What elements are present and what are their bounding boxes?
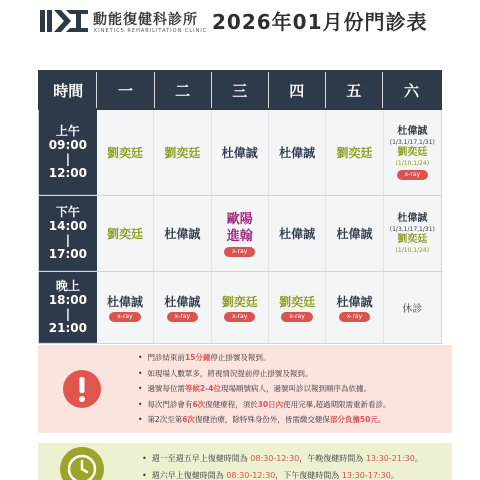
end-time: 17:00 <box>48 247 87 261</box>
schedule-cell <box>384 272 441 343</box>
header-tue: 二 <box>155 72 212 108</box>
schedule-cell <box>154 110 211 195</box>
xray-badge: x-ray <box>397 170 428 180</box>
schedule-cell <box>212 196 269 271</box>
brand-name: 動能復健科診所 <box>93 12 198 28</box>
doctor-name-alt: 劉奕廷 <box>397 233 428 245</box>
doctor-name: 杜偉誠 <box>279 145 316 160</box>
hours-item: • 週一至週五早上復健時間為 08:30-12:30，午晚復健時間為 13:30-21:30。 <box>142 450 423 467</box>
date-note: (1/3,1/17,1/31) <box>389 225 435 233</box>
schedule-cell <box>212 110 269 195</box>
start-time: 14:00 <box>48 219 87 233</box>
table-row-evening <box>38 272 442 344</box>
time-separator: | <box>65 307 71 321</box>
doctor-name: 杜偉誠 <box>397 212 428 224</box>
start-time: 09:00 <box>48 138 87 152</box>
notice-box <box>38 345 452 433</box>
doctor-name: 杜偉誠 <box>397 125 428 137</box>
schedule-cell <box>269 110 326 195</box>
header-wed: 三 <box>212 72 269 108</box>
xray-badge: x-ray <box>109 312 140 322</box>
notice-item: • 第2次至第6次復健治療，除特殊身份外，皆需繳交健保部分負擔50元。 <box>138 412 390 428</box>
header <box>0 0 480 44</box>
time-cell-morning <box>39 110 97 195</box>
closed-label: 休診 <box>402 304 423 315</box>
header-mon: 一 <box>97 72 154 108</box>
time-cell-evening <box>39 272 97 343</box>
schedule-cell <box>384 110 441 195</box>
end-time: 21:00 <box>48 321 87 335</box>
xray-badge: x-ray <box>167 312 198 322</box>
header-fri: 五 <box>326 72 383 108</box>
schedule-cell <box>212 272 269 343</box>
doctor-name: 杜偉誠 <box>336 294 373 309</box>
doctor-name: 劉奕廷 <box>221 294 258 309</box>
header-time: 時間 <box>40 72 97 108</box>
doctor-name: 劉奕廷 <box>279 294 316 309</box>
schedule-cell <box>384 196 441 271</box>
notice-item: • 過號每位需等候2-4位現場順號病人，過號叫診以報到順序為依據。 <box>138 381 390 397</box>
xray-badge: x-ray <box>224 312 255 322</box>
time-separator: | <box>65 152 71 166</box>
date-note: (1/3,1/17,1/31) <box>389 138 435 146</box>
doctor-name: 歐陽 <box>226 211 253 227</box>
header-sat: 六 <box>403 81 419 100</box>
doctor-name-alt: 劉奕廷 <box>397 146 428 158</box>
period-label: 下午 <box>55 205 80 219</box>
schedule-cell <box>269 196 326 271</box>
schedule-cell <box>326 272 383 343</box>
xray-badge: x-ray <box>281 312 312 322</box>
schedule-cell <box>97 196 154 271</box>
notice-item: • 如現場人數眾多，將視情況提前停止掛號及報到。 <box>138 366 390 382</box>
schedule-cell <box>97 272 154 343</box>
notice-item: • 門診結束前15分鐘停止掛號及報到。 <box>138 350 390 366</box>
notice-list <box>138 350 390 428</box>
clock-icon <box>60 447 104 480</box>
schedule-cell <box>154 196 211 271</box>
doctor-name-line2: 進翰 <box>226 228 253 244</box>
period-label: 晚上 <box>55 279 80 293</box>
xray-badge: x-ray <box>224 247 255 257</box>
date-note-alt: (1/10,1/24) <box>395 246 430 254</box>
schedule-cell <box>269 272 326 343</box>
table-row-morning <box>38 110 442 196</box>
doctor-name: 杜偉誠 <box>221 145 258 160</box>
hours-list <box>142 450 423 480</box>
brand-subtitle: KINETICS REHABILITATION CLINIC <box>94 28 208 34</box>
start-time: 18:00 <box>48 293 87 307</box>
clinic-logo-icon <box>40 8 88 34</box>
period-label: 上午 <box>55 124 80 138</box>
doctor-name: 劉奕廷 <box>336 145 373 160</box>
header-thu: 四 <box>269 72 326 108</box>
notice-item: • 每次門診會有6次復健療程，須於30日內使用完畢,超過期限需重新看診。 <box>138 397 390 413</box>
doctor-name: 劉奕廷 <box>164 145 201 160</box>
date-note-alt: (1/10,1/24) <box>395 159 430 167</box>
doctor-name: 劉奕廷 <box>106 145 143 160</box>
schedule-cell <box>326 110 383 195</box>
schedule-table <box>38 70 442 344</box>
schedule-cell <box>326 196 383 271</box>
time-separator: | <box>65 233 71 247</box>
end-time: 12:00 <box>48 166 87 180</box>
page-title: 2026年01月份門診表 <box>212 10 428 34</box>
doctor-name: 杜偉誠 <box>279 226 316 241</box>
rehab-hours-box <box>38 443 452 480</box>
doctor-name: 杜偉誠 <box>106 294 143 309</box>
schedule-cell <box>154 272 211 343</box>
table-header-row <box>38 70 442 110</box>
xray-badge: x-ray <box>339 312 370 322</box>
schedule-cell <box>97 110 154 195</box>
table-row-afternoon <box>38 196 442 272</box>
hours-item: • 週六早上復健時間為 08:30-12:30，下午復健時間為 13:30-17:30。 <box>142 467 423 480</box>
doctor-name: 杜偉誠 <box>336 226 373 241</box>
doctor-name: 杜偉誠 <box>164 294 201 309</box>
time-cell-afternoon <box>39 196 97 271</box>
doctor-name: 杜偉誠 <box>164 226 201 241</box>
doctor-name: 劉奕廷 <box>106 226 143 241</box>
alert-icon <box>62 369 102 409</box>
